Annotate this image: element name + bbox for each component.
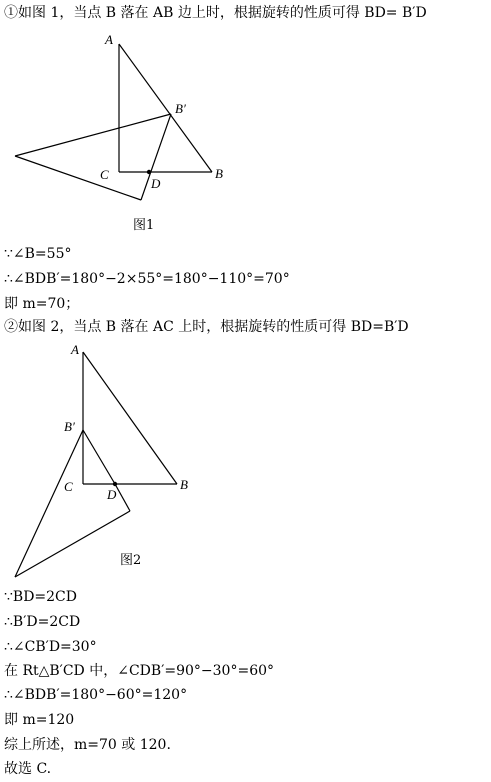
part1-intro: ①如图 1，当点 B 落在 AB 边上时，根据旋转的性质可得 BD= B′D [4,5,427,21]
label-a: A [105,32,113,47]
segment-b-prime-d [83,430,115,484]
part2-line-4: 在 Rt△B′CD 中，∠CDB′=90°−30°=60° [4,663,275,679]
label-b-2: B [180,477,188,492]
label-d-2: D [107,487,117,502]
segment-ab-2 [83,352,177,484]
label-a-2: A [71,342,79,357]
part2-line-2: ∴B′D=2CD [4,614,81,630]
label-c: C [100,167,109,182]
label-d: D [151,176,161,191]
part2-line-6: 即 m=120 [4,712,75,728]
point-d-2 [113,482,117,486]
segment-rotated-a [15,430,83,577]
point-d [147,170,151,174]
part1-line-2: ∴∠BDB′=180°−2×55°=180°−110°=70° [4,271,290,287]
figure-1-caption: 图1 [133,218,155,233]
label-b-prime: B′ [175,101,186,116]
label-c-2: C [64,479,73,494]
segment-rotated-b [15,511,130,577]
segment-ab [119,44,212,172]
figure-2-caption: 图2 [120,553,142,568]
part2-intro: ②如图 2，当点 B 落在 AC 上时，根据旋转的性质可得 BD=B′D [4,319,409,335]
part2-line-5: ∴∠BDB′=180°−60°=120° [4,687,188,703]
segment-rotated-c [115,484,130,511]
part1-line-1: ∵∠B=55° [4,246,72,262]
label-b-prime-2: B′ [64,419,75,434]
part1-line-3: 即 m=70； [4,296,80,312]
part2-line-7: 综上所述，m=70 或 120. [4,737,171,753]
part2-line-3: ∴∠CB′D=30° [4,639,97,655]
segment-rotated-1 [15,114,171,156]
label-b: B [215,166,223,181]
part2-line-1: ∵BD=2CD [4,589,77,605]
segment-rotated-3 [15,156,141,200]
part2-line-8: 故选 C. [4,761,52,777]
